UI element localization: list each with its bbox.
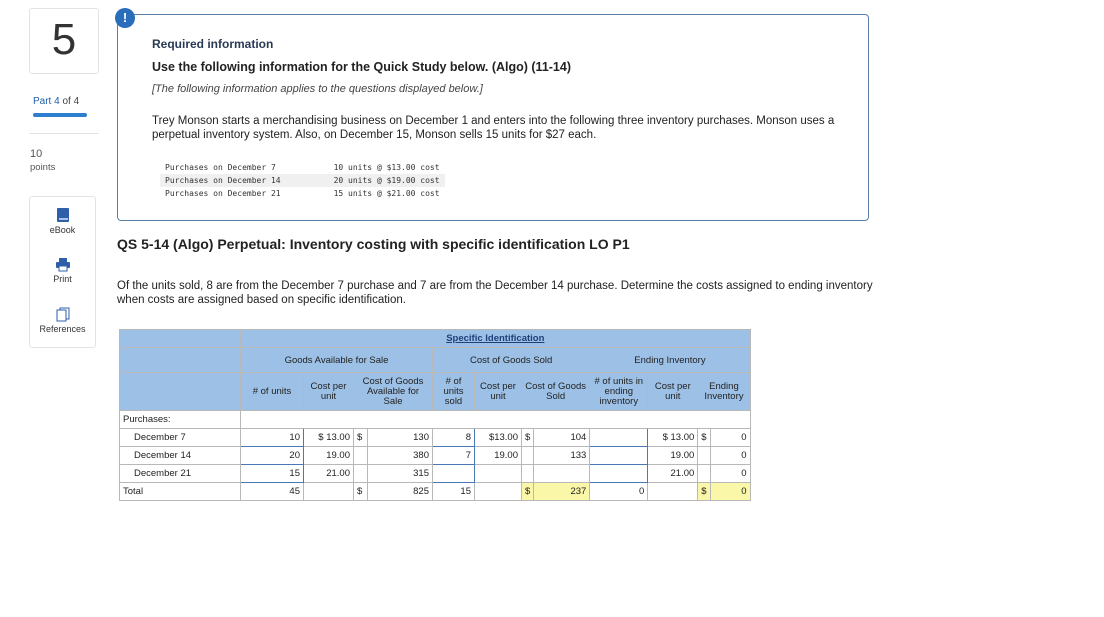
ebook-button[interactable] <box>30 207 95 235</box>
currency-symbol: $ <box>354 483 368 501</box>
units-ending-input[interactable] <box>590 447 648 465</box>
part-label: Part 4 <box>33 96 60 107</box>
units-sold-input[interactable] <box>433 465 475 483</box>
cost-available-value: 315 <box>368 465 433 483</box>
purchase-detail: 20 units @ $19.00 cost <box>286 174 445 187</box>
table-title: Specific Identification <box>241 330 751 348</box>
col-units-sold: # of units sold <box>433 373 475 411</box>
question-number: 5 <box>29 8 99 74</box>
required-information-box <box>117 14 869 221</box>
table-row <box>120 411 751 429</box>
info-note: [The following information applies to the questions displayed below.] <box>152 83 483 95</box>
group-cogs: Cost of Goods Sold <box>433 348 590 373</box>
cost-per-unit-input[interactable]: 21.00 <box>304 465 354 483</box>
references-label: References <box>39 324 86 334</box>
currency-symbol <box>698 447 710 465</box>
cost-available-value: 380 <box>368 447 433 465</box>
table-row <box>120 447 751 465</box>
currency-symbol: $ <box>522 483 534 501</box>
units-ending-input[interactable] <box>590 465 648 483</box>
purchase-row <box>160 161 445 174</box>
purchase-label: Purchases on December 14 <box>160 174 286 187</box>
purchases-label: Purchases: <box>120 411 241 429</box>
ebook-label: eBook <box>49 225 76 235</box>
book-icon <box>56 207 70 223</box>
row-label: December 7 <box>120 429 241 447</box>
points-value: 10 <box>30 148 43 160</box>
cost-per-unit-input[interactable]: $ 13.00 <box>304 429 354 447</box>
units-input[interactable]: 10 <box>241 429 304 447</box>
currency-symbol: $ <box>698 429 710 447</box>
references-icon <box>56 307 70 322</box>
part-indicator <box>33 96 79 107</box>
total-label: Total <box>120 483 241 501</box>
cost-per-unit-ending-input[interactable]: 19.00 <box>648 447 698 465</box>
units-sold-input[interactable]: 8 <box>433 429 475 447</box>
cost-per-unit-ending-input[interactable]: $ 13.00 <box>648 429 698 447</box>
info-paragraph: Trey Monson starts a merchandising business on December 1 and enters into the following three inventory purchases. Monson uses a perpetual inventory system. Also, on December 15, Monson sells 15 units for $27 each. <box>152 115 835 141</box>
references-button[interactable] <box>30 307 95 334</box>
col-cost-per-unit: Cost per unit <box>304 373 354 411</box>
print-button[interactable] <box>30 257 95 284</box>
tools-panel <box>29 196 96 348</box>
question-title: QS 5-14 (Algo) Perpetual: Inventory costing with specific identification LO P1 <box>117 236 630 252</box>
group-ending: Ending Inventory <box>590 348 750 373</box>
cost-sold-value: 104 <box>534 429 590 447</box>
currency-symbol <box>354 465 368 483</box>
cost-per-unit-input[interactable]: 19.00 <box>304 447 354 465</box>
group-available: Goods Available for Sale <box>241 348 433 373</box>
specific-identification-table <box>119 329 751 501</box>
print-label: Print <box>53 274 72 284</box>
total-units: 45 <box>241 483 304 501</box>
points-label: points <box>30 162 56 173</box>
col-units-ending: # of units in ending inventory <box>590 373 648 411</box>
part-progress-bar <box>33 113 87 117</box>
row-label: December 14 <box>120 447 241 465</box>
purchase-detail: 10 units @ $13.00 cost <box>333 162 440 172</box>
alert-icon: ! <box>115 8 135 28</box>
question-description: Of the units sold, 8 are from the December 7 purchase and 7 are from the December 14 purchase. Determine the costs assigned to ending inventory when costs are assigned based on specific identification. <box>117 280 873 306</box>
units-input[interactable]: 20 <box>241 447 304 465</box>
cost-per-unit-sold-input[interactable]: $13.00 <box>475 429 522 447</box>
cost-per-unit-ending-input[interactable]: 21.00 <box>648 465 698 483</box>
purchase-detail: 15 units @ $21.00 cost <box>333 188 440 198</box>
info-instruction: Use the following information for the Quick Study below. (Algo) (11-14) <box>152 60 572 74</box>
units-ending-input[interactable] <box>590 429 648 447</box>
total-row <box>120 483 751 501</box>
info-title: Required information <box>152 37 274 51</box>
currency-symbol: $ <box>522 429 534 447</box>
col-ending-inventory: Ending Inventory <box>698 373 750 411</box>
total-units-sold: 15 <box>433 483 475 501</box>
cost-per-unit-sold-input[interactable] <box>475 465 522 483</box>
row-label: December 21 <box>120 465 241 483</box>
total-ending-inventory: 0 <box>710 483 750 501</box>
ending-inventory-value: 0 <box>710 447 750 465</box>
cost-sold-value <box>534 465 590 483</box>
currency-symbol <box>354 447 368 465</box>
part-of: of 4 <box>62 96 80 107</box>
purchases-list <box>160 161 445 200</box>
purchase-label: Purchases on December 21 <box>165 188 281 198</box>
purchase-row <box>160 174 445 187</box>
table-row <box>120 465 751 483</box>
printer-icon <box>55 257 71 272</box>
purchase-row <box>160 187 445 200</box>
col-units: # of units <box>241 373 304 411</box>
units-sold-input[interactable]: 7 <box>433 447 475 465</box>
cost-available-value: 130 <box>368 429 433 447</box>
ending-inventory-value: 0 <box>710 429 750 447</box>
cost-sold-value: 133 <box>534 447 590 465</box>
divider <box>29 133 99 134</box>
currency-symbol: $ <box>354 429 368 447</box>
currency-symbol: $ <box>698 483 710 501</box>
col-cost-sold: Cost of Goods Sold <box>522 373 590 411</box>
units-input[interactable]: 15 <box>241 465 304 483</box>
col-cost-per-unit-ending: Cost per unit <box>648 373 698 411</box>
currency-symbol <box>522 465 534 483</box>
ending-inventory-value: 0 <box>710 465 750 483</box>
purchase-label: Purchases on December 7 <box>165 162 276 172</box>
cost-per-unit-sold-input[interactable]: 19.00 <box>475 447 522 465</box>
table-row <box>120 429 751 447</box>
currency-symbol <box>522 447 534 465</box>
col-cost-per-unit-sold: Cost per unit <box>475 373 522 411</box>
total-cost-sold: 237 <box>534 483 590 501</box>
col-cost-available: Cost of Goods Available for Sale <box>354 373 433 411</box>
total-cost-available: 825 <box>368 483 433 501</box>
points-display <box>30 148 55 174</box>
total-units-ending: 0 <box>590 483 648 501</box>
currency-symbol <box>698 465 710 483</box>
